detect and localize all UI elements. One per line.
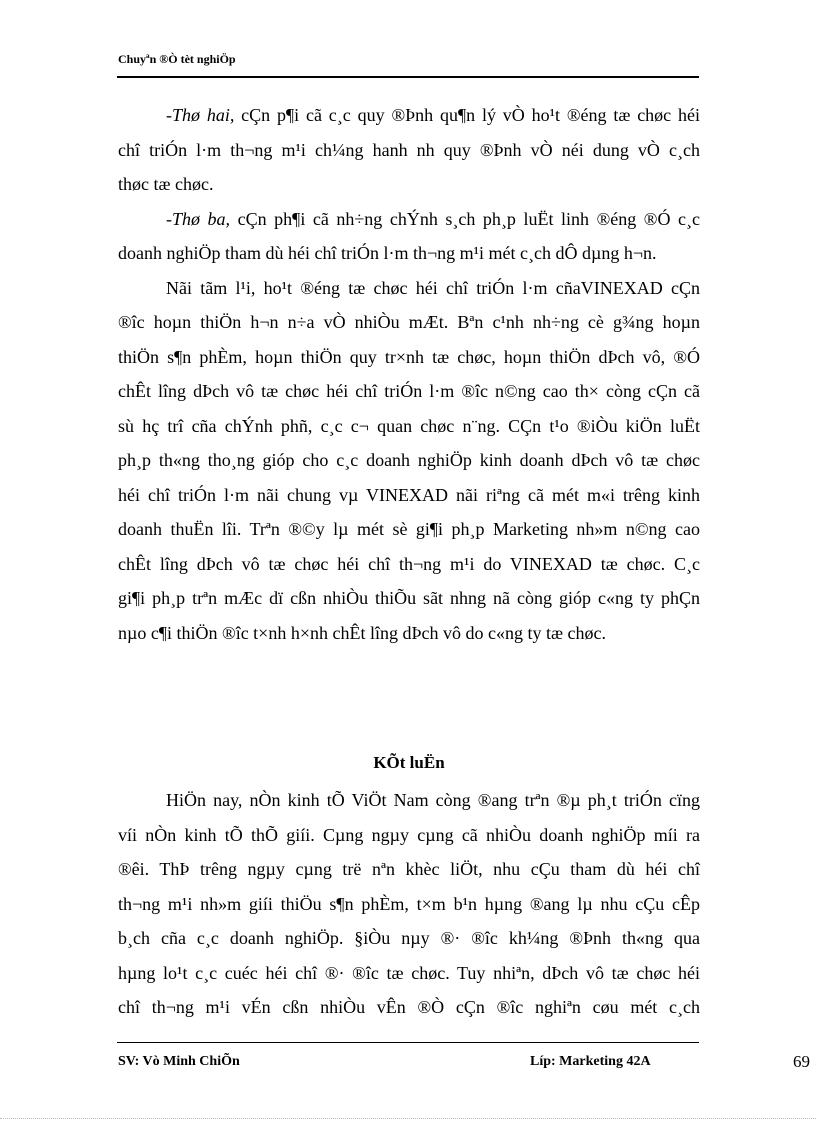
text-line: ®îc hoµn thiÖn h¬n n÷a vÒ nhiÒu mÆt. Bªn c¹nh nh÷ng cè g¾ng hoµn: [118, 312, 700, 332]
text-line: Nãi tãm l¹i, ho¹t ®éng tæ chøc héi chî triÓn l·m cñaVINEXAD cÇn: [166, 277, 700, 298]
page-number: 69: [793, 1052, 810, 1071]
footer-student: SV: Vò Minh ChiÕn: [118, 1054, 240, 1069]
body-paragraphs: [118, 98, 700, 650]
text-line: sù hç trî cña chÝnh phñ, c¸c c¬ quan chøc n¨ng. CÇn t¹o ®iÒu kiÖn luËt: [118, 415, 700, 436]
running-header: Chuyªn ®Ò tèt nghiÖp: [118, 52, 236, 66]
text-line: ph¸p th«ng tho¸ng gióp cho c¸c doanh nghiÖp kinh doanh dÞch vô tæ chøc: [118, 450, 700, 470]
header-rule: [117, 76, 699, 78]
text-line: hµng lo¹t c¸c cuéc héi chî ®· ®îc tæ chøc. Tuy nhiªn, dÞch vô tæ chøc héi: [118, 962, 700, 983]
text-line: th¬ng m¹i nh»m giíi thiÖu s¶n phÈm, t×m b¹n hµng ®ang lµ nhu cÇu cÊp: [118, 893, 700, 914]
text-line: [118, 202, 700, 237]
text-line: doanh nghiÖp tham dù héi chî triÓn l·m th¬ng m¹i mét c¸ch dÔ dµng h¬n.: [118, 243, 657, 263]
text-rest: cÇn p¶i cã c¸c quy ®Þnh qu¶n lý vÒ ho¹t ®éng tæ chøc héi: [234, 105, 700, 125]
text-line: héi chî triÓn l·m nãi chung vµ VINEXAD nãi riªng cã mét m«i trêng kinh: [118, 484, 700, 505]
page-bottom-divider: [0, 1118, 816, 1119]
text-line: gi¶i ph¸p trªn mÆc dï cßn nhiÒu thiÕu sãt nhng nã còng gióp c«ng ty phÇn: [118, 588, 700, 608]
text-line: chÊt lîng dÞch vô tæ chøc héi chî th¬ng m¹i do VINEXAD tæ chøc. C¸c: [118, 553, 700, 574]
text-line: thøc tæ chøc.: [118, 174, 214, 194]
text-rest: cÇn ph¶i cã nh÷ng chÝnh s¸ch ph¸p luËt linh ®éng ®Ó c¸c: [230, 208, 700, 229]
footer-class: Líp: Marketing 42A: [530, 1054, 651, 1069]
text-lead: -Thø ba,: [166, 208, 231, 229]
text-line: chÊt lîng dÞch vô tæ chøc héi chî triÓn l·m ®îc n©ng cao th× còng cÇn cã: [118, 381, 700, 401]
text-line: thiÖn s¶n phÈm, hoµn thiÖn quy tr×nh tæ chøc, hoµn thiÖn dÞch vô, ®Ó: [118, 346, 700, 367]
section-heading: KÕt luËn: [373, 753, 445, 772]
conclusion-paragraph: [118, 783, 700, 1025]
text-line: chî triÓn l·m th¬ng m¹i ch¼ng hanh nh quy ®Þnh vÒ néi dung vÒ c¸ch: [118, 139, 700, 160]
text-line: HiÖn nay, nÒn kinh tÕ ViÖt Nam còng ®ang trªn ®µ ph¸t triÓn cïng: [166, 790, 700, 810]
text-line: nµo c¶i thiÖn ®îc t×nh h×nh chÊt lîng dÞch vô do c«ng ty tæ chøc.: [118, 622, 606, 643]
footer-rule: [117, 1042, 699, 1043]
text-line: b¸ch cña c¸c doanh nghiÖp. §iÒu nµy ®· ®îc kh¼ng ®Þnh th«ng qua: [118, 928, 700, 948]
text-line: chî th¬ng m¹i vÉn cßn nhiÒu vÊn ®Ò cÇn ®îc nghiªn cøu mét c¸ch: [118, 997, 700, 1017]
text-line: doanh thuËn lîi. Trªn ®©y lµ mét sè gi¶i ph¸p Marketing nh»m n©ng cao: [118, 519, 700, 539]
text-line: [118, 98, 700, 133]
text-line: ®êi. ThÞ trêng ngµy cµng trë nªn khèc liÖt, nhu cÇu tham dù héi chî: [118, 859, 700, 879]
text-line: víi nÒn kinh tÕ thÕ giíi. Cµng ngµy cµng cã nhiÒu doanh nghiÖp míi ra: [118, 824, 700, 845]
text-lead: -Thø hai,: [166, 105, 235, 125]
